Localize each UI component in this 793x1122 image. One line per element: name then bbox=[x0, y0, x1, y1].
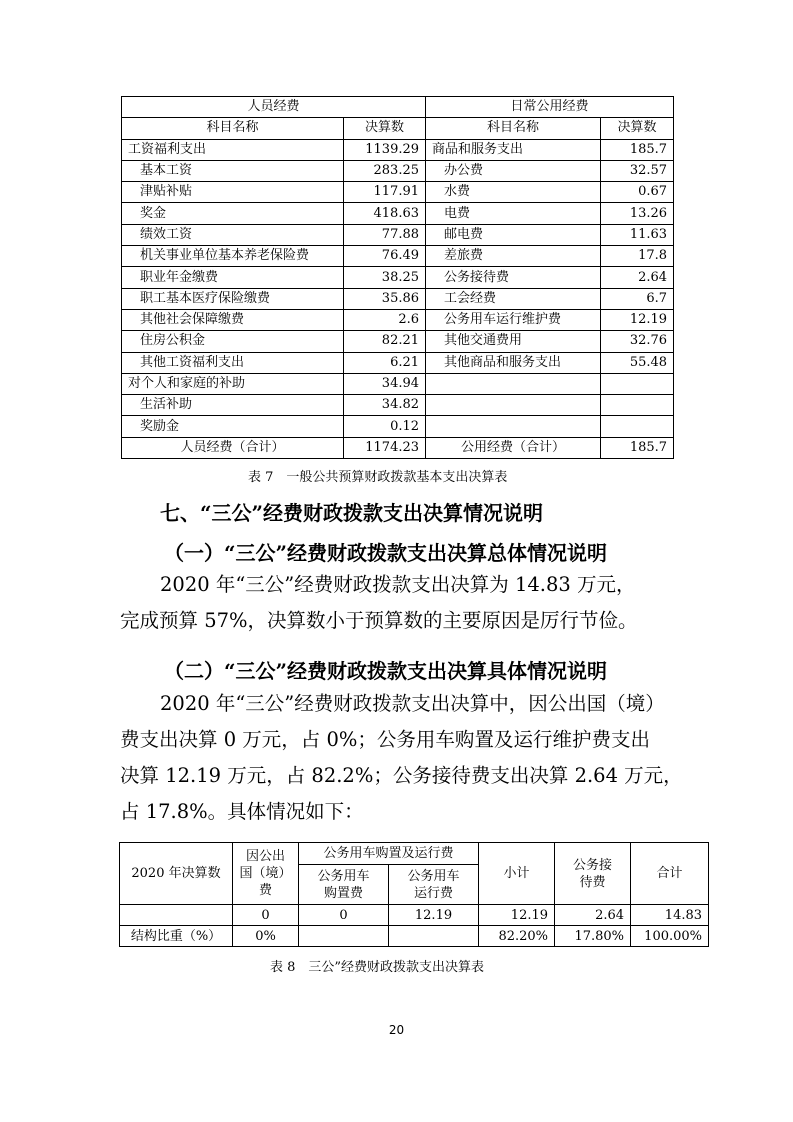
personnel-subject-cell: 其他社会保障缴费 bbox=[122, 309, 344, 330]
paragraph-line: 占 17.8%。具体情况如下： bbox=[120, 800, 364, 823]
public-subject-cell bbox=[426, 416, 601, 437]
table-row bbox=[122, 139, 674, 160]
public-amount-cell: 55.48 bbox=[601, 352, 674, 373]
public-total-value: 185.7 bbox=[601, 437, 674, 458]
personnel-amount-cell: 418.63 bbox=[344, 203, 426, 224]
ratio-abroad: 0% bbox=[233, 926, 299, 947]
public-subject-cell: 其他交通费用 bbox=[426, 331, 601, 352]
column-header-subject: 科目名称 bbox=[122, 118, 344, 139]
public-total-label: 公用经费（合计） bbox=[426, 437, 601, 458]
table-row bbox=[122, 203, 674, 224]
header-line: 国（境） bbox=[239, 866, 292, 881]
personnel-subject-cell: 机关事业单位基本养老保险费 bbox=[122, 246, 344, 267]
empty-cell bbox=[120, 905, 233, 926]
column-header-car-purchase bbox=[299, 865, 389, 905]
page-number: 20 bbox=[388, 1023, 405, 1037]
table-row bbox=[122, 182, 674, 203]
public-amount-cell: 32.76 bbox=[601, 331, 674, 352]
column-header-reception bbox=[555, 843, 631, 905]
ratio-total: 100.00% bbox=[631, 926, 709, 947]
public-subject-cell: 其他商品和服务支出 bbox=[426, 352, 601, 373]
table8-caption: 表 8 三公”经费财政拨款支出决算表 bbox=[270, 960, 485, 975]
ratio-car-purchase bbox=[299, 926, 389, 947]
personnel-amount-cell: 34.94 bbox=[344, 373, 426, 394]
header-line: 费 bbox=[258, 883, 272, 898]
column-header-amount: 决算数 bbox=[601, 118, 674, 139]
table-row bbox=[122, 331, 674, 352]
paragraph-line: 完成预算 57%，决算数小于预算数的主要原因是厉行节俭。 bbox=[120, 609, 638, 632]
table-row bbox=[122, 246, 674, 267]
personnel-subject-cell: 生活补助 bbox=[122, 395, 344, 416]
personnel-subject-cell: 其他工资福利支出 bbox=[122, 352, 344, 373]
personnel-amount-cell: 35.86 bbox=[344, 288, 426, 309]
personnel-subject-cell: 奖金 bbox=[122, 203, 344, 224]
public-amount-cell: 6.7 bbox=[601, 288, 674, 309]
column-header-car-operation bbox=[389, 865, 479, 905]
public-amount-cell: 13.26 bbox=[601, 203, 674, 224]
table-row bbox=[122, 395, 674, 416]
ratio-reception: 17.80% bbox=[555, 926, 631, 947]
paragraph-line: 2020 年“三公”经费财政拨款支出决算中，因公出国（境） bbox=[160, 692, 665, 715]
personnel-subject-cell: 对个人和家庭的补助 bbox=[122, 373, 344, 394]
personnel-total-value: 1174.23 bbox=[344, 437, 426, 458]
public-amount-cell: 32.57 bbox=[601, 160, 674, 181]
ratio-car-operation bbox=[389, 926, 479, 947]
personnel-amount-cell: 38.25 bbox=[344, 267, 426, 288]
paragraph-overall bbox=[120, 567, 690, 639]
table-row bbox=[122, 267, 674, 288]
header-line: 因公出 bbox=[245, 849, 285, 864]
column-header-subject: 科目名称 bbox=[426, 118, 601, 139]
paragraph-line: 2020 年“三公”经费财政拨款支出决算为 14.83 万元， bbox=[160, 573, 636, 596]
personnel-amount-cell: 82.21 bbox=[344, 331, 426, 352]
personnel-subject-cell: 住房公积金 bbox=[122, 331, 344, 352]
public-subject-cell: 水费 bbox=[426, 182, 601, 203]
header-line: 运行费 bbox=[414, 885, 454, 901]
personnel-amount-cell: 117.91 bbox=[344, 182, 426, 203]
public-amount-cell: 11.63 bbox=[601, 224, 674, 245]
section7-heading: 七、“三公”经费财政拨款支出决算情况说明 bbox=[160, 501, 544, 525]
table-row bbox=[122, 352, 674, 373]
personnel-amount-cell: 34.82 bbox=[344, 395, 426, 416]
personnel-amount-cell: 0.12 bbox=[344, 416, 426, 437]
public-subject-cell: 商品和服务支出 bbox=[426, 139, 601, 160]
row-header-year: 2020 年决算数 bbox=[120, 843, 233, 905]
personnel-subject-cell: 基本工资 bbox=[122, 160, 344, 181]
public-amount-cell: 0.67 bbox=[601, 182, 674, 203]
public-amount-cell bbox=[601, 416, 674, 437]
public-subject-cell bbox=[426, 373, 601, 394]
table-column-header-row bbox=[122, 118, 674, 139]
table-row bbox=[122, 288, 674, 309]
public-amount-cell: 2.64 bbox=[601, 267, 674, 288]
paragraph-detail bbox=[120, 686, 690, 830]
public-amount-cell: 185.7 bbox=[601, 139, 674, 160]
column-header-subtotal: 小计 bbox=[479, 843, 555, 905]
public-amount-cell bbox=[601, 373, 674, 394]
column-header-amount: 决算数 bbox=[344, 118, 426, 139]
paragraph-line: 决算 12.19 万元，占 82.2%；公务接待费支出决算 2.64 万元， bbox=[120, 764, 683, 787]
personnel-amount-cell: 1139.29 bbox=[344, 139, 426, 160]
header-line: 公务接 bbox=[573, 857, 613, 873]
public-amount-cell: 17.8 bbox=[601, 246, 674, 267]
value-subtotal: 12.19 bbox=[479, 905, 555, 926]
table-row bbox=[122, 416, 674, 437]
table-row bbox=[122, 309, 674, 330]
personnel-subject-cell: 工资福利支出 bbox=[122, 139, 344, 160]
public-subject-cell: 电费 bbox=[426, 203, 601, 224]
public-expense-group-header: 日常公用经费 bbox=[426, 97, 674, 118]
public-amount-cell bbox=[601, 395, 674, 416]
header-line: 公务用车 bbox=[407, 868, 460, 884]
table7-caption: 表 7 一般公共预算财政拨款基本支出决算表 bbox=[248, 470, 508, 485]
personnel-amount-cell: 283.25 bbox=[344, 160, 426, 181]
public-subject-cell: 差旅费 bbox=[426, 246, 601, 267]
table-total-row bbox=[122, 437, 674, 458]
personnel-amount-cell: 76.49 bbox=[344, 246, 426, 267]
public-amount-cell: 12.19 bbox=[601, 309, 674, 330]
public-subject-cell bbox=[426, 395, 601, 416]
value-car-operation: 12.19 bbox=[389, 905, 479, 926]
personnel-subject-cell: 津贴补贴 bbox=[122, 182, 344, 203]
table-row bbox=[122, 224, 674, 245]
value-reception: 2.64 bbox=[555, 905, 631, 926]
subsection1-heading: （一）“三公”经费财政拨款支出决算总体情况说明 bbox=[164, 541, 608, 565]
table-row bbox=[122, 373, 674, 394]
personnel-subject-cell: 职工基本医疗保险缴费 bbox=[122, 288, 344, 309]
public-subject-cell: 工会经费 bbox=[426, 288, 601, 309]
three-public-expenditure-table bbox=[119, 842, 709, 947]
value-total: 14.83 bbox=[631, 905, 709, 926]
table-row-ratios bbox=[120, 926, 709, 947]
column-header-abroad bbox=[233, 843, 299, 905]
table-row bbox=[122, 160, 674, 181]
paragraph-line: 费支出决算 0 万元，占 0%；公务用车购置及运行维护费支出 bbox=[120, 728, 650, 751]
column-group-car: 公务用车购置及运行费 bbox=[299, 843, 479, 865]
ratio-subtotal: 82.20% bbox=[479, 926, 555, 947]
value-abroad: 0 bbox=[233, 905, 299, 926]
public-subject-cell: 邮电费 bbox=[426, 224, 601, 245]
personnel-amount-cell: 77.88 bbox=[344, 224, 426, 245]
personnel-subject-cell: 职业年金缴费 bbox=[122, 267, 344, 288]
header-line: 公务用车 bbox=[317, 868, 370, 884]
table-row-values bbox=[120, 905, 709, 926]
basic-expenditure-table bbox=[121, 96, 674, 459]
ratio-label: 结构比重（%） bbox=[120, 926, 233, 947]
personnel-expense-group-header: 人员经费 bbox=[122, 97, 426, 118]
personnel-amount-cell: 2.6 bbox=[344, 309, 426, 330]
personnel-subject-cell: 绩效工资 bbox=[122, 224, 344, 245]
table-group-header-row bbox=[122, 97, 674, 118]
public-subject-cell: 办公费 bbox=[426, 160, 601, 181]
table-header-row bbox=[120, 843, 709, 865]
personnel-amount-cell: 6.21 bbox=[344, 352, 426, 373]
subsection2-heading: （二）“三公”经费财政拨款支出决算具体情况说明 bbox=[164, 659, 608, 683]
public-subject-cell: 公务接待费 bbox=[426, 267, 601, 288]
personnel-subject-cell: 奖励金 bbox=[122, 416, 344, 437]
header-line: 购置费 bbox=[323, 885, 363, 901]
personnel-total-label: 人员经费（合计） bbox=[122, 437, 344, 458]
public-subject-cell: 公务用车运行维护费 bbox=[426, 309, 601, 330]
header-line: 待费 bbox=[579, 874, 606, 890]
value-car-purchase: 0 bbox=[299, 905, 389, 926]
column-header-total: 合计 bbox=[631, 843, 709, 905]
